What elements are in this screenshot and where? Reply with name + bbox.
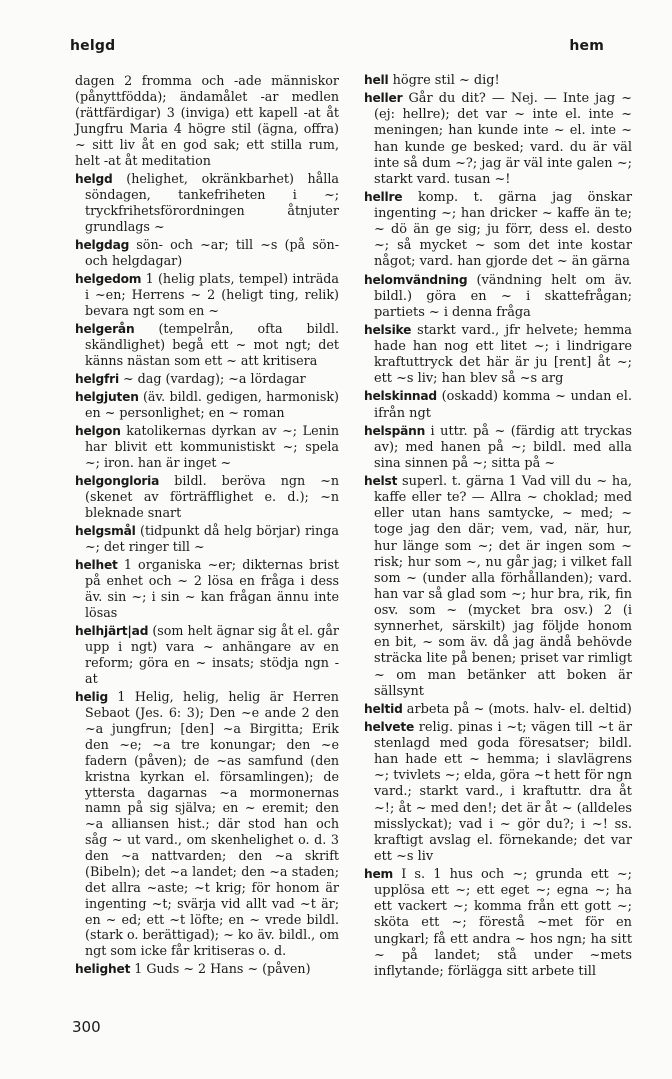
- definition: 1 Guds ~ 2 Hans ~ (påven): [134, 961, 311, 977]
- definition: katolikernas dyrkan av ~; Lenin har blivit ett kommunistiskt ~; spela ~; iron. han är inget ~: [85, 423, 339, 471]
- definition: I s. 1 hus och ~; grunda ett ~; upplösa ett ~; ett eget ~; egna ~; ha ett vackert ~; komma från ett gott ~; sköta ett ~; förestå ~met för en ungkarl; få ett andra ~ hos ngn; ha sitt ~ på landet; stå under ~mets inflytande; förlägga sitt arbete till: [374, 867, 632, 979]
- definition: (vändning helt om äv. bildl.) göra en ~ i skattefrågan; partiets ~ i denna fråga: [374, 272, 632, 320]
- headword: helgon: [75, 424, 121, 438]
- headword: helomvändning: [364, 272, 468, 287]
- definition: (tidpunkt då helg börjar) ringa ~; det ringer till ~: [85, 523, 339, 555]
- headword: helgedom: [75, 271, 142, 286]
- dictionary-entry: [364, 73, 632, 89]
- guide-word-right: hem: [569, 38, 604, 54]
- dictionary-entry: [75, 171, 339, 235]
- dictionary-entry: [364, 323, 632, 388]
- page-number: 300: [72, 1018, 101, 1036]
- dictionary-entry: [364, 702, 632, 718]
- headword: helgsmål: [75, 524, 136, 538]
- dictionary-entry: [364, 389, 632, 421]
- dictionary-entry: [364, 720, 632, 865]
- definition: sön- och ~ar; till ~s (på sön- och helgdagar): [85, 236, 339, 268]
- definition: relig. pinas i ~t; vägen till ~t är stenlagd med goda föresatser; bildl. han hade ett ~ hemma; i slavlägrens ~; tvivlets ~; elda, göra ~t hett för ngn vard.; starkt vard., i kraftuttr. dra åt ~!; åt ~ med den!; det är åt ~ (alldeles misslyckat); vad i ~ gör du?; i ~! ss. kraftigt avslag el. förnekande; det var ett ~s liv: [374, 719, 632, 864]
- headword: heltid: [364, 701, 403, 716]
- definition: komp. t. gärna jag önskar ingenting ~; han dricker ~ kaffe än te; ~ dö än ge sig; ju förr, dess el. desto ~; så mycket ~ som det inte kostar något; vard. han gjorde det ~ än gärna: [374, 189, 632, 270]
- dictionary-entry: [75, 623, 339, 687]
- definition: arbeta på ~ (mots. halv- el. deltid): [406, 701, 632, 717]
- headword: helgd: [75, 171, 113, 186]
- dictionary-entry: [75, 473, 339, 521]
- definition: 1 organiska ~er; dikternas brist på enhet och ~ 2 lösa en fråga i dess äv. sin ~; i sin ~ kan frågan ännu inte lösas: [85, 557, 339, 621]
- headword: helvete: [364, 719, 415, 734]
- definition: 1 (helig plats, tempel) inträda i ~en; Herrens ~ 2 (heligt ting, relik) bevara ngt som en ~: [85, 270, 339, 318]
- definition: dagen 2 fromma och -ade människor (pånyttfödda); ändamålet -ar medlen (rättfärdigar) 3 (inviga) ett kapell -at åt Jungfru Maria 4 högre stil (ägna, offra) ~ sitt liv åt en god sak; ett stilla rum, helt -at åt meditation: [75, 73, 339, 168]
- headword: helgongloria: [75, 474, 160, 488]
- definition: (helighet, okränkbarhet) hålla söndagen, tankefriheten i ~; tryckfrihetsförordningen åtnjuter grundlags ~: [85, 170, 339, 234]
- definition: 1 Helig, helig, helig är Herren Sebaot (Jes. 6: 3); Den ~e ande 2 den ~a jungfrun; [den] ~a Birgitta; Erik den ~e; ~a tre konungar; den ~e fadern (påven); de ~as samfund (den kristna kyrkan el. församlingen); de yttersta dagarnas ~a mormonernas namn på sig själva; en ~ eremit; den ~a alliansen hist.; där stod han och såg ~ ut vard., om skenhelighet o. d. 3 den ~a nattvarden; den ~a skrift (Bibeln); det ~a landet; den ~a staden; det allra ~aste; ~t krig; för honom är ingenting ~t; svärja vid allt vad ~t är; en ~ ed; ett ~t löfte; en ~ vrede bildl. (stark o. berättigad); ~ ko äv. bildl., om ngt som icke får kritiseras o. d.: [85, 688, 339, 959]
- definition: (som helt ägnar sig åt el. går upp i ngt) vara ~ anhängare av en reform; göra en ~ insats; stödja ngn -at: [85, 623, 339, 686]
- dictionary-entry: [364, 424, 632, 472]
- headword: helgjuten: [75, 389, 139, 404]
- dictionary-entry: [364, 474, 632, 700]
- dictionary-entry: [75, 423, 339, 471]
- headword: helighet: [75, 962, 131, 977]
- definition: Går du dit? — Nej. — Inte jag ~ (ej: hellre); det var ~ inte el. inte ~ meningen; han kunde inte ~ el. inte ~ han kunde ge besked; vard. du är väl inte så dum ~?; jag är väl inte galen ~; starkt vard. tusan ~!: [374, 91, 632, 187]
- definition: (oskadd) komma ~ undan el. ifrån ngt: [374, 389, 632, 421]
- definition: superl. t. gärna 1 Vad vill du ~ ha, kaffe eller te? — Allra ~ choklad; med eller utan hans samtycke, ~ med; ~ toge jag den där; vem, vad, när, hur, hur länge som ~; det är ingen som ~ risk; hur som ~, nu går jag; i vilket fall som ~ (under alla förhållanden); vard. han var så glad som ~; hur bra, rik, fin osv. som ~ (mycket bra osv.) 2 (i synnerhet, särskilt) jag följde honom en bit, ~ som äv. då jag ändå behövde sträcka lite på benen; priset var rimligt ~ om man betänker att boken är sällsynt: [374, 474, 632, 699]
- definition: bildl. beröva ngn ~n (skenet av förträfflighet e. d.); ~n bleknade snart: [85, 473, 339, 521]
- definition: högre stil ~ dig!: [392, 73, 500, 88]
- dictionary-entry: [75, 557, 339, 621]
- dictionary-entry: [75, 961, 339, 977]
- dictionary-entry: [75, 73, 339, 169]
- headword: helsike: [364, 322, 412, 337]
- headword: helgerån: [75, 321, 135, 336]
- headword: helst: [364, 474, 398, 488]
- dictionary-entry: [75, 237, 339, 269]
- headword: helskinnad: [364, 389, 437, 404]
- definition: ~ dag (vardag); ~a lördagar: [122, 370, 306, 386]
- dictionary-entry: [364, 867, 632, 980]
- headword: helhjärt|ad: [75, 624, 149, 638]
- dictionary-entry: [75, 389, 339, 421]
- dictionary-entry: [364, 190, 632, 271]
- headword: heller: [364, 91, 403, 106]
- headword: helgdag: [75, 237, 130, 252]
- headword: hellre: [364, 189, 403, 204]
- definition: (äv. bildl. gedigen, harmonisk) en ~ personlighet; en ~ roman: [85, 388, 339, 421]
- left-column: [75, 73, 339, 979]
- guide-word-left: helgd: [70, 38, 116, 54]
- headword: helspänn: [364, 423, 426, 438]
- dictionary-entry: [364, 91, 632, 188]
- dictionary-entry: [75, 271, 339, 319]
- headword: helhet: [75, 558, 118, 573]
- dictionary-entry: [75, 523, 339, 555]
- headword: hem: [364, 867, 394, 881]
- headword: hell: [364, 73, 389, 87]
- definition: i uttr. på ~ (färdig att tryckas av); med hanen på ~; bildl. med alla sina sinnen på ~; sitta på ~: [374, 423, 632, 471]
- dictionary-entry: [75, 371, 339, 387]
- dictionary-entry: [75, 321, 339, 369]
- definition: (tempelrån, ofta bildl. skändlighet) begå ett ~ mot ngt; det känns nästan som ett ~ att kritisera: [85, 320, 339, 368]
- right-column: [364, 73, 632, 982]
- headword: helgfri: [75, 371, 119, 386]
- definition: starkt vard., jfr helvete; hemma hade han nog ett litet ~; i lindrigare kraftuttryck det här är ju [rent] åt ~; ett ~s liv; han blev så ~s arg: [374, 322, 632, 387]
- headword: helig: [75, 689, 109, 704]
- dictionary-entry: [75, 689, 339, 959]
- dictionary-entry: [364, 273, 632, 321]
